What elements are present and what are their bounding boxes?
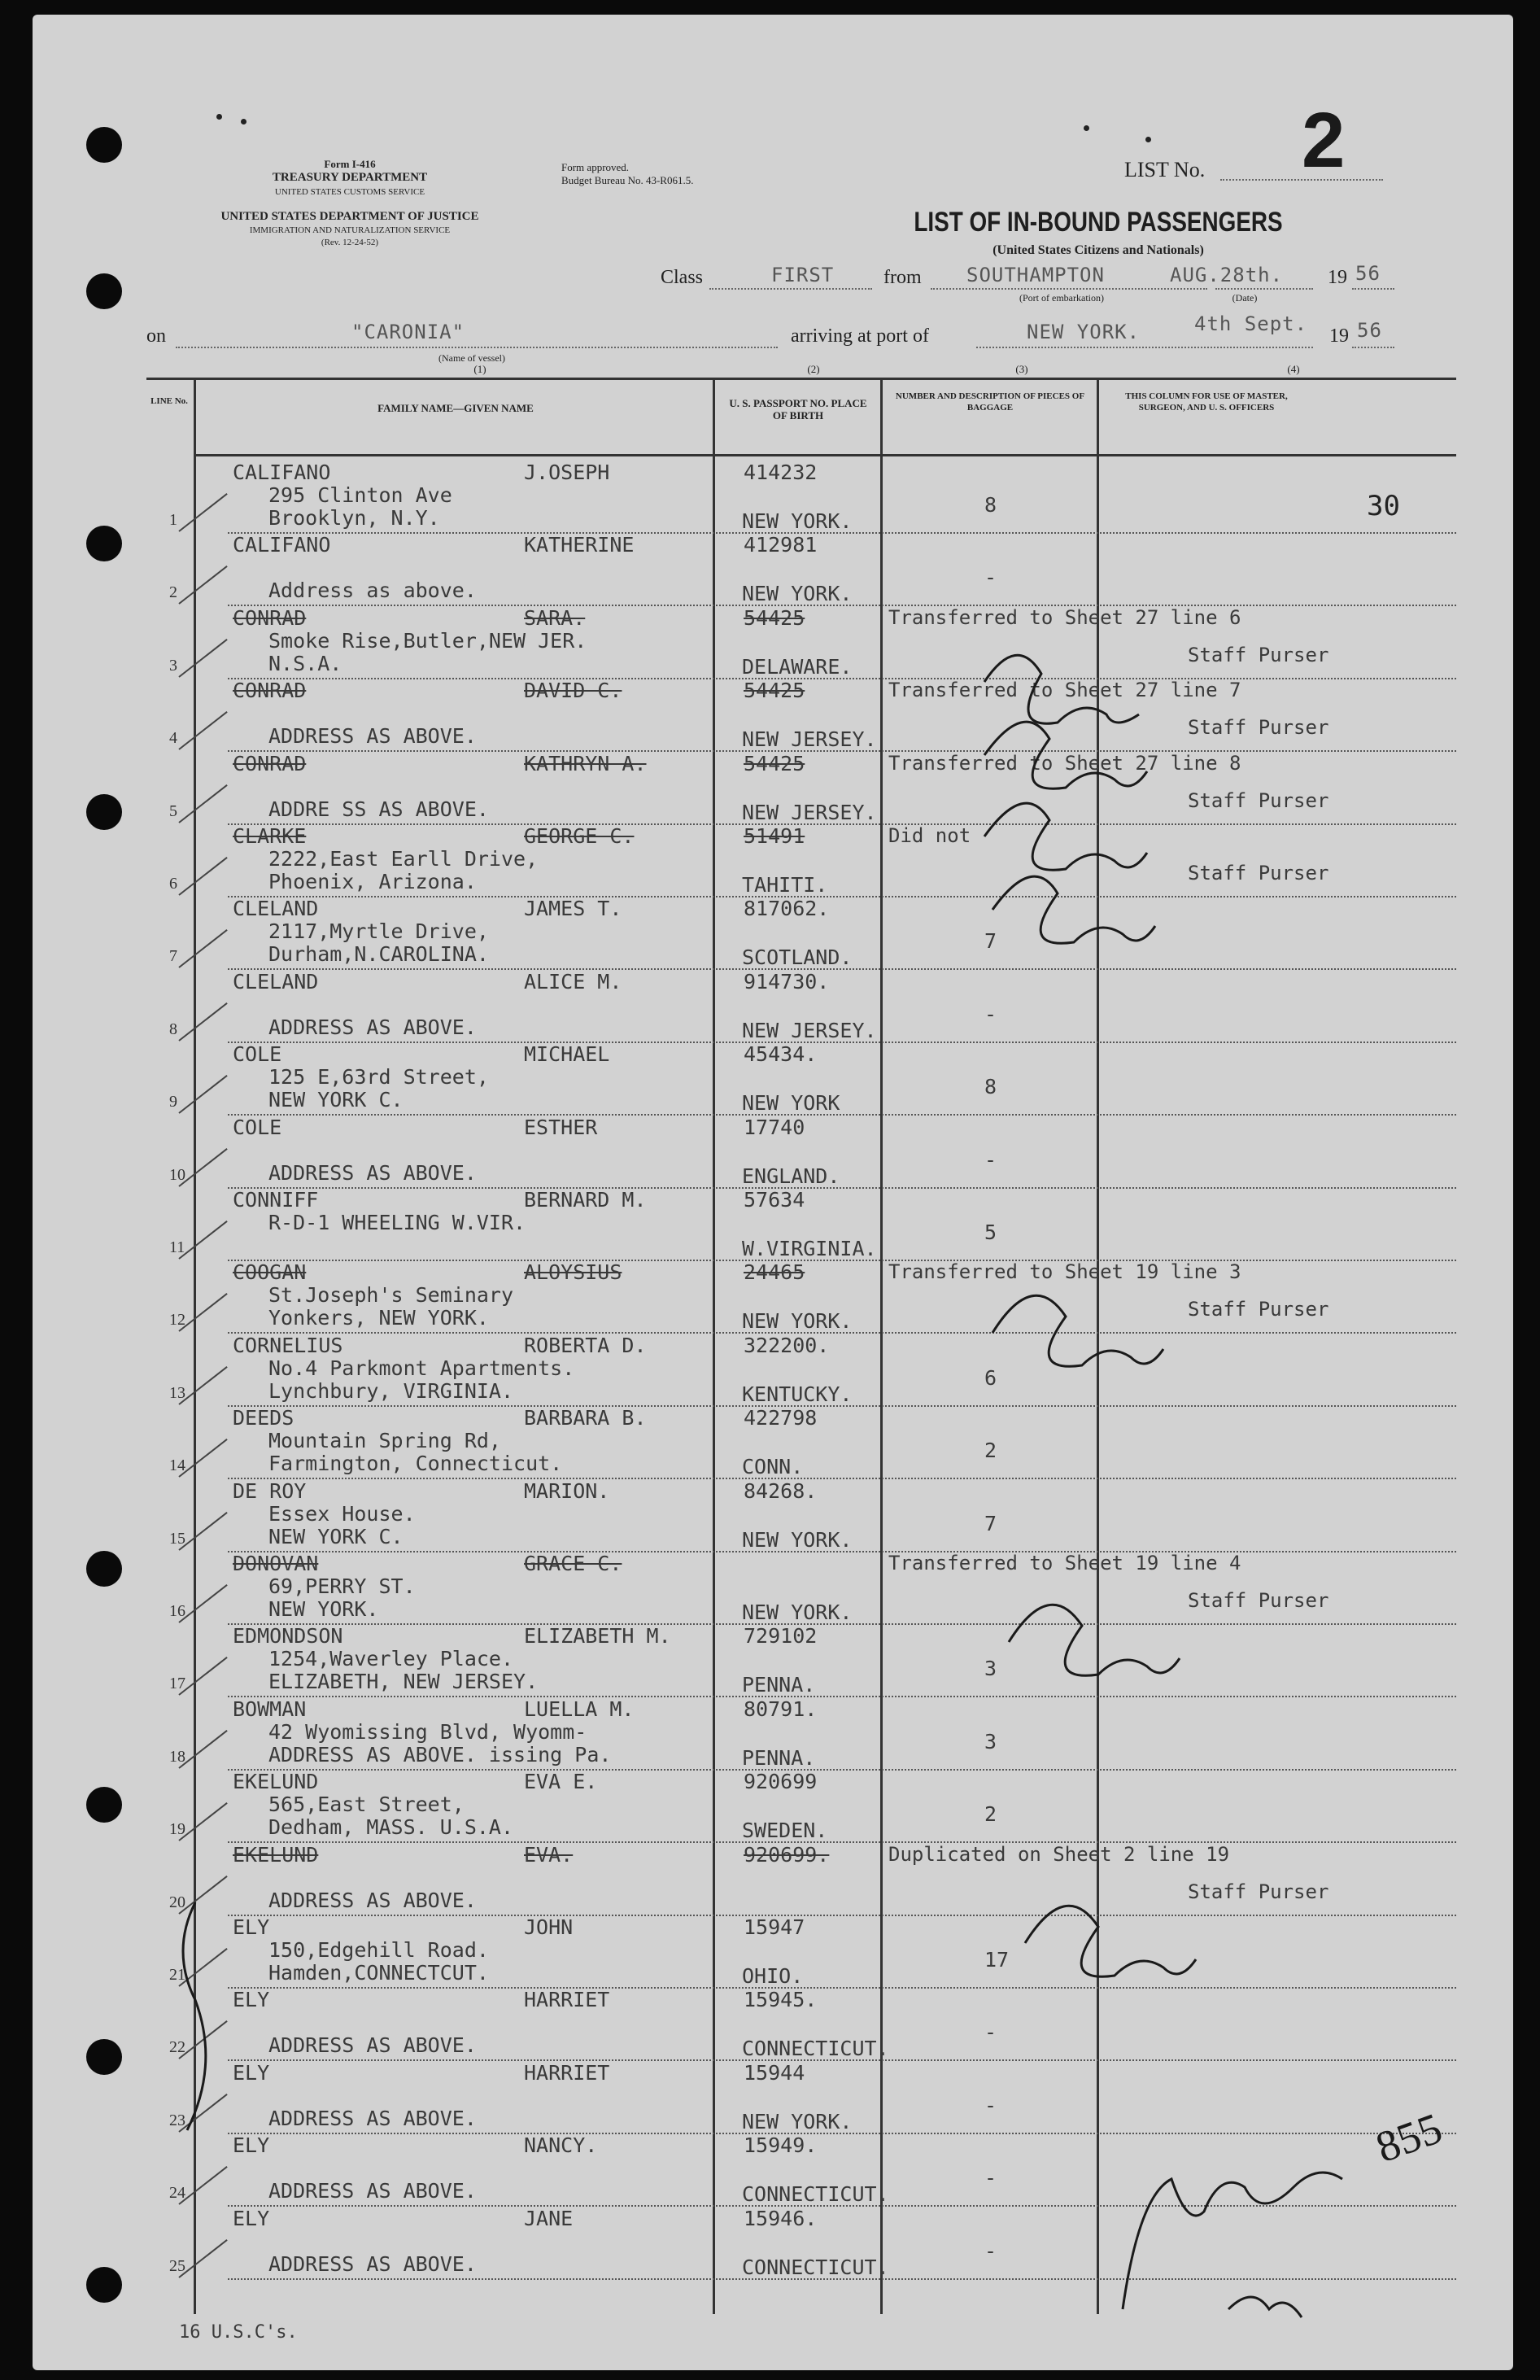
row-line-number: 8 [169, 1020, 177, 1038]
row-passport: 24465 [744, 1260, 805, 1285]
row-address-2: ADDRESS AS ABOVE. [268, 2179, 477, 2203]
row-baggage: 8 [984, 1075, 997, 1099]
row-baggage: 6 [984, 1365, 997, 1390]
row-address-1: 2222,East Earll Drive, [268, 847, 539, 871]
row-family-name: COOGAN [233, 1260, 307, 1285]
embark-date: AUG.28th. [1170, 264, 1284, 286]
row-baggage: - [984, 1147, 997, 1172]
row-address-2: Farmington, Connecticut. [268, 1452, 563, 1476]
row-line-number: 18 [169, 1747, 185, 1766]
row-given-name: KATHERINE [524, 533, 635, 557]
row-given-name: ESTHER [524, 1115, 598, 1139]
row-baggage: Did not [888, 824, 971, 847]
row-officer-note: Staff Purser [1188, 716, 1329, 740]
row-birthplace: OHIO. [742, 1964, 804, 1988]
row-birthplace: NEW YORK. [742, 509, 853, 533]
customs-service: UNITED STATES CUSTOMS SERVICE [274, 187, 425, 197]
row-line-number: 1 [169, 511, 177, 529]
row-address-2: Brooklyn, N.Y. [268, 506, 440, 530]
row-address-2: ELIZABETH, NEW JERSEY. [268, 1670, 539, 1694]
row-birthplace: NEW JERSEY. [742, 1018, 877, 1042]
row-birthplace: CONN. [742, 1455, 804, 1479]
row-address-1: St.Joseph's Seminary [268, 1283, 514, 1308]
row-given-name: BARBARA B. [524, 1406, 647, 1430]
row-passport: 57634 [744, 1188, 805, 1212]
row-passport: 15949. [744, 2133, 818, 2158]
row-passport: 412981 [744, 533, 818, 557]
row-address-1: 2117,Myrtle Drive, [268, 919, 489, 944]
row-family-name: CALIFANO [233, 533, 331, 557]
row-address-2: Durham,N.CAROLINA. [268, 942, 489, 967]
row-family-name: CORNELIUS [233, 1333, 343, 1357]
row-family-name: COLE [233, 1115, 282, 1139]
row-baggage: 17 [984, 1948, 1010, 1972]
row-given-name: HARRIET [524, 2060, 610, 2085]
row-given-name: EVA. [524, 1842, 574, 1867]
row-passport: 322200. [744, 1333, 830, 1357]
row-birthplace: SCOTLAND. [742, 945, 853, 970]
row-address-1: 295 Clinton Ave [268, 483, 452, 507]
row-baggage: 7 [984, 1511, 997, 1535]
row-address-2: Address as above. [268, 579, 477, 603]
row-given-name: LUELLA M. [524, 1697, 635, 1721]
row-birthplace: PENNA. [742, 1673, 816, 1697]
row-address-1: Mountain Spring Rd, [268, 1429, 501, 1453]
row-family-name: DEEDS [233, 1406, 294, 1430]
row-given-name: SARA. [524, 605, 586, 630]
row-family-name: ELY [233, 2206, 270, 2230]
row-passport: 15946. [744, 2206, 818, 2230]
row-address-2: ADDRESS AS ABOVE. [268, 1015, 477, 1039]
row-line-number: 10 [169, 1165, 185, 1184]
row-line-number: 15 [169, 1529, 185, 1548]
row-line-number: 11 [169, 1238, 185, 1256]
row-family-name: DONOVAN [233, 1552, 319, 1575]
row-birthplace: NEW YORK. [742, 1309, 853, 1334]
arrival-date: 4th Sept. [1194, 312, 1308, 335]
arrival-year-prefix: 19 [1329, 325, 1349, 347]
row-family-name: CONNIFF [233, 1188, 319, 1212]
row-family-name: EKELUND [233, 1842, 319, 1867]
row-baggage: 5 [984, 1221, 997, 1244]
row-address-1: 125 E,63rd Street, [268, 1065, 489, 1090]
row-given-name: J.OSEPH [524, 461, 610, 484]
justice-dept: UNITED STATES DEPARTMENT OF JUSTICE [220, 210, 479, 223]
row-address-2: ADDRESS AS ABOVE. [268, 1888, 477, 1912]
row-address-1: No.4 Parkmont Apartments. [268, 1356, 575, 1380]
row-line-number: 17 [169, 1675, 185, 1693]
row-address-2: Phoenix, Arizona. [268, 870, 477, 893]
col-num-3: (3) [1015, 363, 1028, 375]
arrival-port: NEW YORK. [1027, 321, 1141, 343]
col-baggage: NUMBER AND DESCRIPTION OF PIECES OF BAGGAGE [895, 391, 1085, 413]
row-address-2: NEW YORK C. [268, 1524, 404, 1548]
row-passport: 817062. [744, 897, 830, 921]
row-family-name: ELY [233, 1988, 270, 2012]
row-birthplace: CONNECTICUT. [742, 2037, 889, 2061]
row-passport: 414232 [744, 461, 818, 484]
row-passport: 54425 [744, 605, 805, 630]
col-officers: THIS COLUMN FOR USE OF MASTER, SURGEON, AND U. S. OFFICERS [1125, 391, 1288, 413]
row-birthplace: ENGLAND. [742, 1164, 840, 1188]
row-birthplace: NEW YORK. [742, 582, 853, 606]
row-passport: 15944 [744, 2060, 805, 2085]
list-no-label: LIST No. [1124, 158, 1206, 181]
row-baggage: 3 [984, 1729, 997, 1753]
row-address-1: R-D-1 WHEELING W.VIR. [268, 1211, 526, 1234]
row-line-number: 19 [169, 1820, 185, 1839]
row-address-2: Yonkers, NEW YORK. [268, 1306, 489, 1330]
year-value: 56 [1355, 262, 1381, 285]
row-baggage: Transferred to Sheet 27 line 8 [888, 751, 1241, 775]
row-given-name: MARION. [524, 1478, 610, 1503]
row-baggage: 2 [984, 1439, 997, 1463]
row-baggage: - [984, 566, 997, 590]
col-num-4: (4) [1287, 363, 1300, 375]
row-line-number: 24 [169, 2184, 185, 2203]
row-given-name: JAMES T. [524, 897, 622, 921]
col-name: FAMILY NAME—GIVEN NAME [377, 402, 534, 414]
row-baggage: 2 [984, 1802, 997, 1827]
row-line-number: 21 [169, 1966, 185, 1984]
row-birthplace: DELAWARE. [742, 654, 853, 679]
row-address-2: ADDRESS AS ABOVE. [268, 2251, 477, 2276]
revision: (Rev. 12-24-52) [321, 238, 379, 247]
row-address-2: NEW YORK. [268, 1597, 379, 1621]
row-address-1: Essex House. [268, 1501, 416, 1526]
row-passport: 17740 [744, 1115, 805, 1139]
row-line-number: 22 [169, 2038, 185, 2057]
row-family-name: CLARKE [233, 824, 307, 848]
port-caption: (Port of embarkation) [1019, 292, 1104, 304]
row-line-number: 3 [169, 656, 177, 675]
row-given-name: JOHN [524, 1915, 574, 1939]
row-given-name: JANE [524, 2206, 574, 2230]
row-baggage: - [984, 2166, 997, 2190]
row-baggage: - [984, 2093, 997, 2117]
row-address-1: 69,PERRY ST. [268, 1574, 416, 1598]
year-prefix: 19 [1328, 267, 1347, 288]
row-line-number: 14 [169, 1456, 185, 1475]
class-label: Class [661, 267, 704, 288]
row-address-2: ADDRESS AS ABOVE. [268, 2033, 477, 2058]
row-given-name: KATHRYN A. [524, 751, 647, 775]
row-family-name: ELY [233, 2060, 270, 2085]
row-address-1: 565,East Street, [268, 1793, 465, 1817]
col-num-2: (2) [807, 363, 820, 375]
row-line-number: 20 [169, 1893, 185, 1911]
row-birthplace: SWEDEN. [742, 1819, 828, 1843]
row-baggage: Transferred to Sheet 19 line 4 [888, 1552, 1241, 1574]
treasury-dept: TREASURY DEPARTMENT [272, 171, 428, 184]
form-number: Form I-416 [324, 158, 376, 170]
row-family-name: CONRAD [233, 605, 307, 630]
row-family-name: BOWMAN [233, 1697, 307, 1721]
row-birthplace: W.VIRGINIA. [742, 1237, 877, 1260]
row-given-name: ALOYSIUS [524, 1260, 622, 1285]
row-given-name: BERNARD M. [524, 1188, 647, 1212]
row-birthplace: NEW YORK. [742, 2109, 853, 2133]
row-passport: 914730. [744, 969, 830, 993]
row-line-number: 6 [169, 875, 177, 893]
row-family-name: CLELAND [233, 969, 319, 993]
row-address-2: ADDRESS AS ABOVE. [268, 1160, 477, 1185]
row-officer-note: Staff Purser [1188, 788, 1329, 812]
row-address-2: Lynchbury, VIRGINIA. [268, 1378, 514, 1403]
row-family-name: CONRAD [233, 751, 307, 775]
budget-bureau: Budget Bureau No. 43-R061.5. [561, 174, 694, 186]
row-family-name: ELY [233, 1915, 270, 1939]
row-family-name: CALIFANO [233, 461, 331, 484]
row-officer-note: Staff Purser [1188, 1589, 1329, 1612]
row-passport: 15945. [744, 1988, 818, 2012]
row-baggage: - [984, 1002, 997, 1026]
row-address-2: ADDRESS AS ABOVE. issing Pa. [268, 1742, 612, 1766]
row-address-1: 42 Wyomissing Blvd, Wyomm- [268, 1719, 587, 1744]
col-line-no: LINE No. [151, 396, 188, 406]
row-birthplace: CONNECTICUT. [742, 2255, 889, 2279]
row-birthplace: KENTUCKY. [742, 1382, 853, 1406]
col-num-1: (1) [473, 363, 486, 375]
row-passport: 920699 [744, 1770, 818, 1794]
row-address-2: Dedham, MASS. U.S.A. [268, 1815, 514, 1840]
row-family-name: CLELAND [233, 897, 319, 921]
row-family-name: EDMONDSON [233, 1624, 343, 1649]
row-line-number: 5 [169, 801, 177, 820]
footer-total: 16 U.S.C's. [179, 2322, 298, 2343]
class-value: FIRST [771, 264, 835, 286]
row-passport: 84268. [744, 1478, 818, 1503]
row-family-name: EKELUND [233, 1770, 319, 1794]
row-given-name: ALICE M. [524, 969, 622, 993]
row-given-name: MICHAEL [524, 1042, 610, 1067]
page-title: LIST OF IN-BOUND PASSENGERS [914, 207, 1283, 238]
row-baggage: 3 [984, 1657, 997, 1681]
row-officer-note: 30 [1367, 490, 1400, 522]
row-address-2: ADDRESS AS ABOVE. [268, 2106, 477, 2130]
row-passport: 729102 [744, 1624, 818, 1649]
row-baggage: Transferred to Sheet 27 line 6 [888, 605, 1241, 629]
row-baggage: Transferred to Sheet 19 line 3 [888, 1260, 1241, 1284]
arriving-label: arriving at port of [791, 325, 929, 347]
list-number: 2 [1302, 97, 1346, 184]
row-line-number: 4 [169, 729, 177, 748]
row-officer-note: Staff Purser [1188, 1298, 1329, 1321]
form-approved: Form approved. [561, 161, 630, 173]
row-line-number: 2 [169, 583, 177, 602]
row-passport: 45434. [744, 1042, 818, 1067]
row-given-name: ELIZABETH M. [524, 1624, 671, 1649]
row-line-number: 16 [169, 1602, 185, 1620]
row-line-number: 13 [169, 1383, 185, 1402]
row-baggage: 7 [984, 929, 997, 954]
handwriting-overlay [33, 15, 1513, 2370]
row-address-1: 150,Edgehill Road. [268, 1938, 489, 1962]
page-subtitle: (United States Citizens and Nationals) [992, 243, 1204, 257]
port-of-embarkation: SOUTHAMPTON [966, 264, 1105, 286]
row-officer-note: Staff Purser [1188, 1880, 1329, 1903]
row-birthplace: NEW JERSEY. [742, 727, 877, 752]
manifest-sheet [33, 15, 1513, 2370]
row-passport: 54425 [744, 679, 805, 703]
row-address-2: NEW YORK C. [268, 1088, 404, 1112]
row-birthplace: NEW YORK. [742, 1527, 853, 1552]
row-line-number: 7 [169, 947, 177, 966]
row-passport: 54425 [744, 751, 805, 775]
col-passport: U. S. PASSPORT NO. PLACE OF BIRTH [729, 397, 867, 421]
ins-service: IMMIGRATION AND NATURALIZATION SERVICE [249, 225, 451, 235]
row-baggage: Transferred to Sheet 27 line 7 [888, 679, 1241, 702]
row-line-number: 9 [169, 1093, 177, 1111]
on-label: on [146, 325, 166, 347]
row-passport: 80791. [744, 1697, 818, 1721]
row-baggage: - [984, 2238, 997, 2263]
row-given-name: NANCY. [524, 2133, 598, 2158]
row-given-name: GEORGE C. [524, 824, 635, 848]
row-address-2: ADDRE SS AS ABOVE. [268, 797, 489, 821]
row-family-name: DE ROY [233, 1478, 307, 1503]
row-line-number: 12 [169, 1311, 185, 1330]
row-passport: 15947 [744, 1915, 805, 1939]
row-birthplace: NEW YORK [742, 1091, 840, 1116]
row-family-name: COLE [233, 1042, 282, 1067]
row-given-name: DAVID C. [524, 679, 622, 703]
row-baggage: Duplicated on Sheet 2 line 19 [888, 1842, 1230, 1866]
vessel-caption: (Name of vessel) [438, 352, 505, 364]
row-address-2: N.S.A. [268, 651, 342, 675]
row-address-2: Hamden,CONNECTCUT. [268, 1961, 489, 1985]
row-line-number: 25 [169, 2256, 185, 2275]
row-baggage: - [984, 2020, 997, 2045]
arrival-year: 56 [1357, 319, 1382, 342]
row-passport: 422798 [744, 1406, 818, 1430]
row-given-name: ROBERTA D. [524, 1333, 647, 1357]
row-birthplace: NEW YORK. [742, 1600, 853, 1624]
row-family-name: CONRAD [233, 679, 307, 703]
row-address-1: 1254,Waverley Place. [268, 1647, 514, 1671]
row-address-2: ADDRESS AS ABOVE. [268, 724, 477, 749]
row-given-name: HARRIET [524, 1988, 610, 2012]
row-given-name: EVA E. [524, 1770, 598, 1794]
row-passport: 920699. [744, 1842, 830, 1867]
row-family-name: ELY [233, 2133, 270, 2158]
row-line-number: 23 [169, 2111, 185, 2129]
row-birthplace: PENNA. [742, 1745, 816, 1770]
row-birthplace: NEW JERSEY. [742, 800, 877, 824]
date-caption: (Date) [1232, 292, 1258, 304]
margin-note: 855 [1369, 2103, 1449, 2173]
vessel-name: "CARONIA" [351, 321, 465, 343]
row-officer-note: Staff Purser [1188, 862, 1329, 884]
row-birthplace: TAHITI. [742, 873, 828, 897]
row-given-name: GRACE C. [524, 1552, 622, 1575]
from-label: from [883, 267, 922, 288]
row-address-1: Smoke Rise,Butler,NEW JER. [268, 628, 587, 653]
row-officer-note: Staff Purser [1188, 643, 1329, 666]
row-passport: 51491 [744, 824, 805, 848]
row-birthplace: CONNECTICUT. [742, 2182, 889, 2207]
row-baggage: 8 [984, 493, 997, 517]
